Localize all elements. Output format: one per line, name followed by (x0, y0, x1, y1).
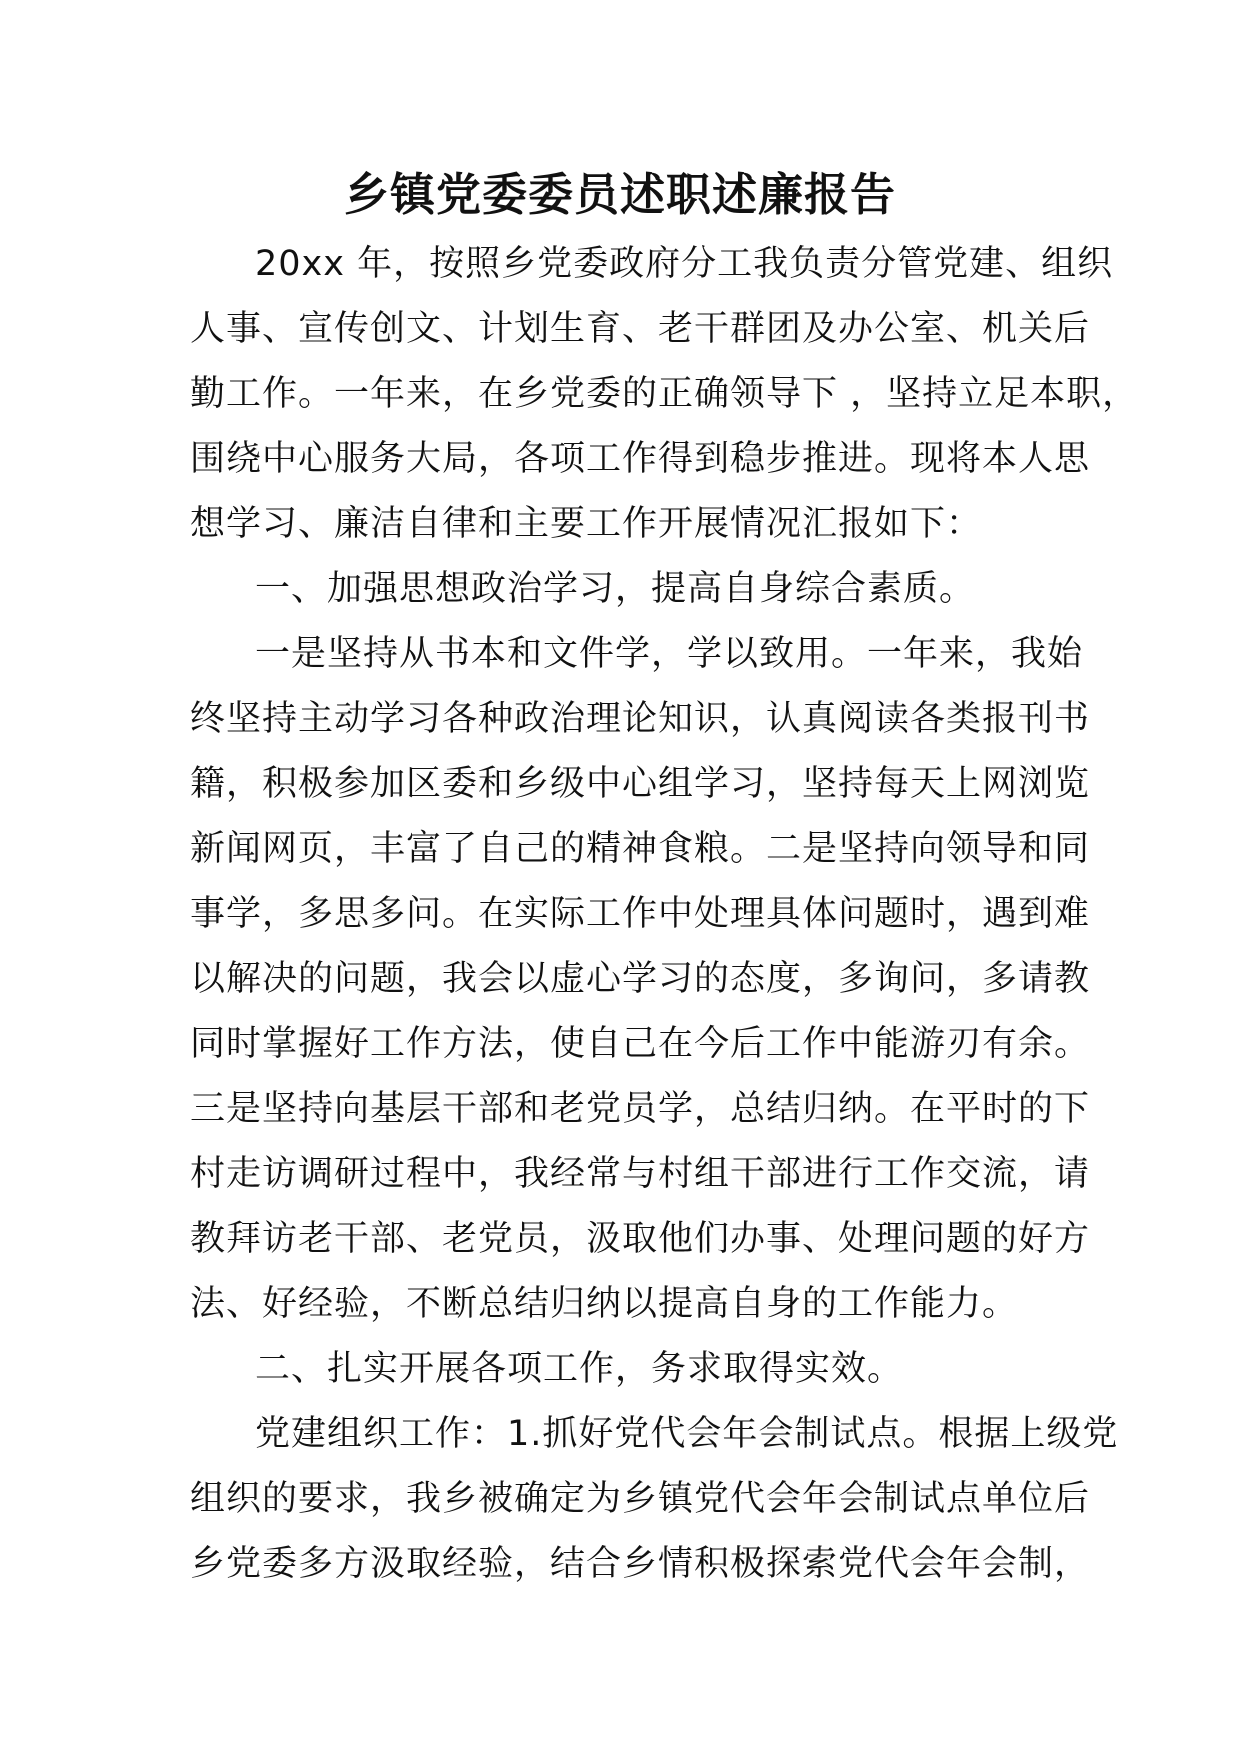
text-line: 一、加强思想政治学习，提高自身综合素质。 (255, 569, 976, 609)
text-line: 围绕中心服务大局，各项工作得到稳步推进。现将本人思 (190, 439, 1091, 479)
text-line: 一是坚持从书本和文件学，学以致用。一年来，我始 (255, 634, 1084, 674)
text-line: 教拜访老干部、老党员，汲取他们办事、处理问题的好方 (190, 1219, 1091, 1259)
text-line: 组织的要求，我乡被确定为乡镇党代会年会制试点单位后 (190, 1479, 1091, 1519)
text-line: 事学，多思多问。在实际工作中处理具体问题时，遇到难 (190, 894, 1091, 934)
document-title: 乡镇党委委员述职述廉报告 (343, 168, 896, 221)
text-line: 勤工作。一年来，在乡党委的正确领导下 ，坚持立足本职， (190, 374, 1139, 414)
text-line: 以解决的问题，我会以虚心学习的态度，多询问，多请教 (190, 959, 1091, 999)
text-line: 乡党委多方汲取经验，结合乡情积极探索党代会年会制， (190, 1544, 1091, 1584)
text-line: 籍，积极参加区委和乡级中心组学习，坚持每天上网浏览 (190, 764, 1091, 804)
text-line: 想学习、廉洁自律和主要工作开展情况汇报如下： (190, 504, 983, 544)
text-line: 人事、宣传创文、计划生育、老干群团及办公室、机关后 (190, 309, 1091, 349)
text-line: 法、好经验，不断总结归纳以提高自身的工作能力。 (190, 1284, 1019, 1324)
text-line: 同时掌握好工作方法，使自己在今后工作中能游刃有余。 (190, 1024, 1091, 1064)
text-line: 终坚持主动学习各种政治理论知识，认真阅读各类报刊书 (190, 699, 1091, 739)
document-body (190, 232, 1139, 1597)
text-line: 新闻网页，丰富了自己的精神食粮。二是坚持向领导和同 (190, 829, 1091, 869)
text-line: 党建组织工作：1.抓好党代会年会制试点。根据上级党 (255, 1414, 1119, 1454)
text-line: 20xx 年，按照乡党委政府分工我负责分管党建、组织 (255, 244, 1114, 284)
text-line: 二、扎实开展各项工作，务求取得实效。 (255, 1349, 904, 1389)
text-line: 村走访调研过程中，我经常与村组干部进行工作交流，请 (190, 1154, 1091, 1194)
text-line: 三是坚持向基层干部和老党员学，总结归纳。在平时的下 (190, 1089, 1091, 1129)
